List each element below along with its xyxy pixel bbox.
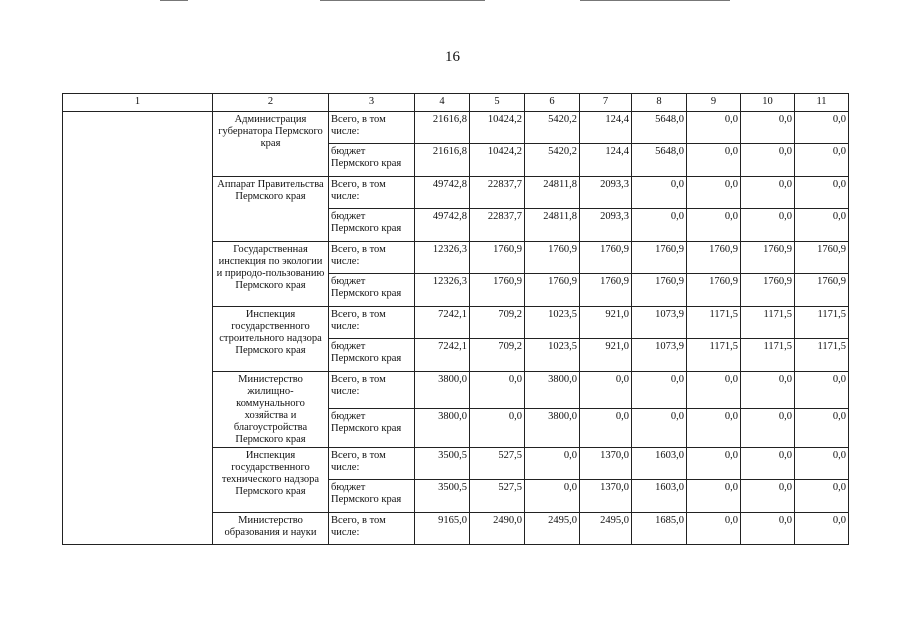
- value-cell: 0,0: [795, 144, 849, 177]
- value-cell: 1760,9: [741, 242, 795, 274]
- value-cell: 1603,0: [632, 480, 687, 513]
- value-cell: 0,0: [470, 372, 525, 409]
- value-cell: 3800,0: [525, 372, 580, 409]
- page-number: 16: [445, 49, 460, 65]
- value-cell: 12326,3: [415, 274, 470, 307]
- column-header-2: 2: [213, 94, 329, 112]
- column-header-1: 1: [63, 94, 213, 112]
- column-header-4: 4: [415, 94, 470, 112]
- value-cell: 3800,0: [415, 409, 470, 448]
- row-label: бюджет Пермского края: [329, 144, 415, 177]
- value-cell: 0,0: [687, 480, 741, 513]
- row-label: Всего, в том числе:: [329, 177, 415, 209]
- row-label: Всего, в том числе:: [329, 242, 415, 274]
- column-header-6: 6: [525, 94, 580, 112]
- organization-name: Министерство жилищно-коммунального хозяйства и благоустройства Пермского края: [213, 372, 329, 448]
- value-cell: 0,0: [795, 409, 849, 448]
- value-cell: 1760,9: [525, 274, 580, 307]
- value-cell: 0,0: [741, 513, 795, 545]
- value-cell: 5420,2: [525, 144, 580, 177]
- value-cell: 0,0: [632, 409, 687, 448]
- budget-table: [62, 93, 849, 545]
- value-cell: 1073,9: [632, 307, 687, 339]
- organization-name: Инспекция государственного технического надзора Пермского края: [213, 448, 329, 513]
- value-cell: 2093,3: [580, 177, 632, 209]
- header-row: [63, 94, 849, 112]
- value-cell: 5648,0: [632, 144, 687, 177]
- organization-name: Аппарат Правительства Пермского края: [213, 177, 329, 242]
- row-label: бюджет Пермского края: [329, 274, 415, 307]
- value-cell: 527,5: [470, 448, 525, 480]
- value-cell: 1760,9: [470, 242, 525, 274]
- row-label: Всего, в том числе:: [329, 307, 415, 339]
- value-cell: 124,4: [580, 112, 632, 144]
- value-cell: 0,0: [795, 112, 849, 144]
- value-cell: 0,0: [632, 209, 687, 242]
- table-row: [63, 112, 849, 144]
- value-cell: 5648,0: [632, 112, 687, 144]
- value-cell: 1760,9: [632, 242, 687, 274]
- value-cell: 921,0: [580, 307, 632, 339]
- value-cell: 1760,9: [470, 274, 525, 307]
- column-header-9: 9: [687, 94, 741, 112]
- value-cell: 0,0: [795, 209, 849, 242]
- value-cell: 0,0: [687, 372, 741, 409]
- value-cell: 1603,0: [632, 448, 687, 480]
- value-cell: 124,4: [580, 144, 632, 177]
- value-cell: 0,0: [795, 177, 849, 209]
- value-cell: 24811,8: [525, 209, 580, 242]
- value-cell: 1760,9: [580, 274, 632, 307]
- value-cell: 49742,8: [415, 177, 470, 209]
- value-cell: 709,2: [470, 339, 525, 372]
- column-header-3: 3: [329, 94, 415, 112]
- value-cell: 0,0: [741, 144, 795, 177]
- value-cell: 0,0: [741, 372, 795, 409]
- organization-name: Государственная инспекция по экологии и природо-пользованию Пермского края: [213, 242, 329, 307]
- value-cell: 1171,5: [795, 339, 849, 372]
- column-header-8: 8: [632, 94, 687, 112]
- column-header-5: 5: [470, 94, 525, 112]
- value-cell: 0,0: [795, 480, 849, 513]
- value-cell: 0,0: [687, 144, 741, 177]
- row-label: Всего, в том числе:: [329, 372, 415, 409]
- value-cell: 3800,0: [525, 409, 580, 448]
- value-cell: 1023,5: [525, 307, 580, 339]
- value-cell: 1171,5: [687, 339, 741, 372]
- value-cell: 3500,5: [415, 480, 470, 513]
- value-cell: 2495,0: [580, 513, 632, 545]
- value-cell: 0,0: [741, 112, 795, 144]
- value-cell: 2093,3: [580, 209, 632, 242]
- value-cell: 1760,9: [795, 274, 849, 307]
- value-cell: 921,0: [580, 339, 632, 372]
- top-rule-center: [320, 0, 485, 1]
- value-cell: 0,0: [687, 513, 741, 545]
- value-cell: 22837,7: [470, 177, 525, 209]
- value-cell: 2490,0: [470, 513, 525, 545]
- row-label: Всего, в том числе:: [329, 112, 415, 144]
- value-cell: 0,0: [525, 448, 580, 480]
- value-cell: 0,0: [741, 480, 795, 513]
- value-cell: 10424,2: [470, 144, 525, 177]
- value-cell: 21616,8: [415, 144, 470, 177]
- top-rule-right: [580, 0, 730, 1]
- value-cell: 22837,7: [470, 209, 525, 242]
- table-body: [63, 94, 849, 545]
- value-cell: 0,0: [470, 409, 525, 448]
- value-cell: 1760,9: [795, 242, 849, 274]
- value-cell: 1171,5: [795, 307, 849, 339]
- value-cell: 0,0: [632, 177, 687, 209]
- row-label: бюджет Пермского края: [329, 209, 415, 242]
- value-cell: 7242,1: [415, 307, 470, 339]
- value-cell: 24811,8: [525, 177, 580, 209]
- row-label: бюджет Пермского края: [329, 339, 415, 372]
- value-cell: 5420,2: [525, 112, 580, 144]
- value-cell: 1171,5: [741, 339, 795, 372]
- value-cell: 527,5: [470, 480, 525, 513]
- column-header-11: 11: [795, 94, 849, 112]
- value-cell: 0,0: [741, 448, 795, 480]
- value-cell: 1023,5: [525, 339, 580, 372]
- organization-name: Администрация губернатора Пермского края: [213, 112, 329, 177]
- top-rule-left: [160, 0, 188, 1]
- row-label: Всего, в том числе:: [329, 513, 415, 545]
- value-cell: 1370,0: [580, 448, 632, 480]
- row-label: бюджет Пермского края: [329, 480, 415, 513]
- value-cell: 21616,8: [415, 112, 470, 144]
- value-cell: 1760,9: [687, 274, 741, 307]
- column-header-10: 10: [741, 94, 795, 112]
- value-cell: 1760,9: [687, 242, 741, 274]
- value-cell: 7242,1: [415, 339, 470, 372]
- value-cell: 1685,0: [632, 513, 687, 545]
- organization-name: Министерство образования и науки: [213, 513, 329, 545]
- organization-name: Инспекция государственного строительного надзора Пермского края: [213, 307, 329, 372]
- value-cell: 49742,8: [415, 209, 470, 242]
- value-cell: 0,0: [741, 209, 795, 242]
- column-header-7: 7: [580, 94, 632, 112]
- value-cell: 0,0: [741, 409, 795, 448]
- value-cell: 9165,0: [415, 513, 470, 545]
- value-cell: 1370,0: [580, 480, 632, 513]
- value-cell: 1760,9: [632, 274, 687, 307]
- value-cell: 2495,0: [525, 513, 580, 545]
- value-cell: 0,0: [795, 448, 849, 480]
- value-cell: 1171,5: [741, 307, 795, 339]
- value-cell: 0,0: [632, 372, 687, 409]
- value-cell: 0,0: [795, 513, 849, 545]
- value-cell: 709,2: [470, 307, 525, 339]
- value-cell: 1073,9: [632, 339, 687, 372]
- value-cell: 3500,5: [415, 448, 470, 480]
- value-cell: 0,0: [525, 480, 580, 513]
- value-cell: 0,0: [687, 177, 741, 209]
- value-cell: 0,0: [741, 177, 795, 209]
- value-cell: 1760,9: [741, 274, 795, 307]
- value-cell: 3800,0: [415, 372, 470, 409]
- value-cell: 0,0: [687, 409, 741, 448]
- row-label: Всего, в том числе:: [329, 448, 415, 480]
- value-cell: 0,0: [687, 448, 741, 480]
- row-label: бюджет Пермского края: [329, 409, 415, 448]
- value-cell: 0,0: [580, 372, 632, 409]
- value-cell: 1171,5: [687, 307, 741, 339]
- value-cell: 0,0: [687, 209, 741, 242]
- value-cell: 1760,9: [580, 242, 632, 274]
- value-cell: 0,0: [687, 112, 741, 144]
- value-cell: 1760,9: [525, 242, 580, 274]
- column-1-cell: [63, 112, 213, 545]
- value-cell: 0,0: [580, 409, 632, 448]
- value-cell: 12326,3: [415, 242, 470, 274]
- value-cell: 10424,2: [470, 112, 525, 144]
- value-cell: 0,0: [795, 372, 849, 409]
